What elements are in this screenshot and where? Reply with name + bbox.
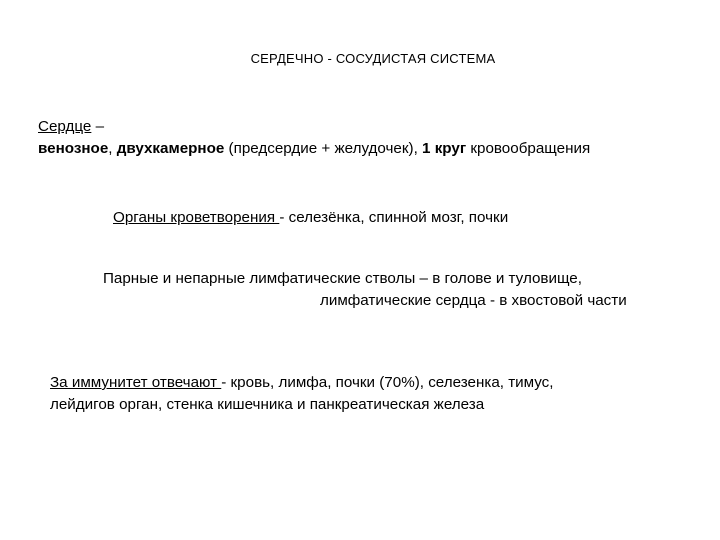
one-circle-term: 1 круг bbox=[422, 140, 467, 157]
heart-line-1 bbox=[38, 116, 590, 138]
chambers-text: (предсердие + желудочек), bbox=[224, 140, 423, 157]
heart-term: Сердце bbox=[38, 118, 92, 135]
circulation-text: кровообращения bbox=[466, 140, 591, 157]
heart-line-2 bbox=[38, 138, 590, 160]
venous-term: венозное bbox=[38, 140, 109, 157]
hematopoiesis-paragraph bbox=[113, 207, 508, 229]
heart-paragraph bbox=[38, 116, 590, 160]
lymph-trunks-line: Парные и непарные лимфатические стволы – в голове и туловище, bbox=[103, 270, 582, 287]
slide-title bbox=[0, 51, 720, 66]
hematopoiesis-term: Органы кроветворения bbox=[113, 209, 280, 226]
immunity-line-1 bbox=[50, 372, 554, 394]
comma: , bbox=[108, 140, 117, 157]
two-chamber-term: двухкамерное bbox=[116, 140, 225, 157]
hematopoiesis-text: - селезёнка, спинной мозг, почки bbox=[279, 209, 509, 226]
slide-title-text: СЕРДЕЧНО - СОСУДИСТАЯ СИСТЕМА bbox=[250, 51, 496, 66]
immunity-line-2: лейдигов орган, стенка кишечника и панкреатическая железа bbox=[50, 396, 485, 413]
lymph-hearts-line: лимфатические сердца - в хвостовой части bbox=[320, 292, 627, 309]
immunity-text-1: - кровь, лимфа, почки (70%), селезенка, тимус, bbox=[221, 374, 554, 391]
immunity-term: За иммунитет отвечают bbox=[50, 374, 222, 391]
immunity-paragraph bbox=[50, 372, 554, 416]
heart-dash: – bbox=[91, 118, 105, 135]
